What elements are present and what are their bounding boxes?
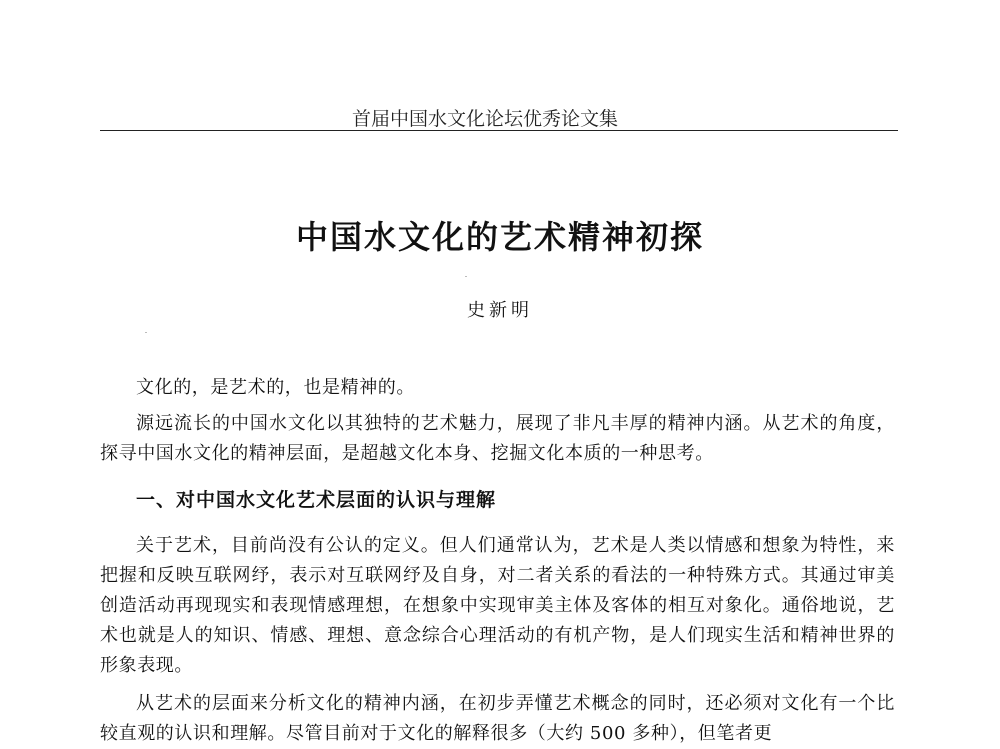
paragraph-2: 源远流长的中国水文化以其独特的艺术魅力，展现了非凡丰厚的精神内涵。从艺术的角度，探寻中国水文化的精神层面，是超越文化本身、挖掘文化本质的一种思考。 xyxy=(100,413,895,464)
author-name: 史新明 xyxy=(467,300,533,321)
paragraph-1: 文化的，是艺术的，也是精神的。 xyxy=(136,377,415,398)
paragraph-3: 关于艺术，目前尚没有公认的定义。但人们通常认为，艺术是人类以情感和想象为特性，来把握和反映互联网纾，表示对互联网纾及自身，对二者关系的看法的一种特殊方式。其通过审美创造活动再现现实和表现情感理想，在想象中实现审美主体及客体的相互对象化。通俗地说，艺术也就是人的知识、情感、理想、意念综合心理活动的有机产物，是人们现实生活和精神世界的形象表现。 xyxy=(100,535,895,676)
paragraph-4: 从艺术的层面来分析文化的精神内涵，在初步弄懂艺术概念的同时，还必须对文化有一个比较直观的认识和理解。尽管目前对于文化的解释很多（大约 500 多种），但笔者更 xyxy=(100,693,895,744)
section-heading: 一、对中国水文化艺术层面的认识与理解 xyxy=(136,489,497,511)
running-header: 首届中国水文化论坛优秀论文集 xyxy=(352,108,619,130)
page-title: 中国水文化的艺术精神初探 xyxy=(295,218,704,256)
scan-speck xyxy=(465,276,467,277)
scan-speck xyxy=(145,332,147,333)
header-rule xyxy=(100,130,898,131)
